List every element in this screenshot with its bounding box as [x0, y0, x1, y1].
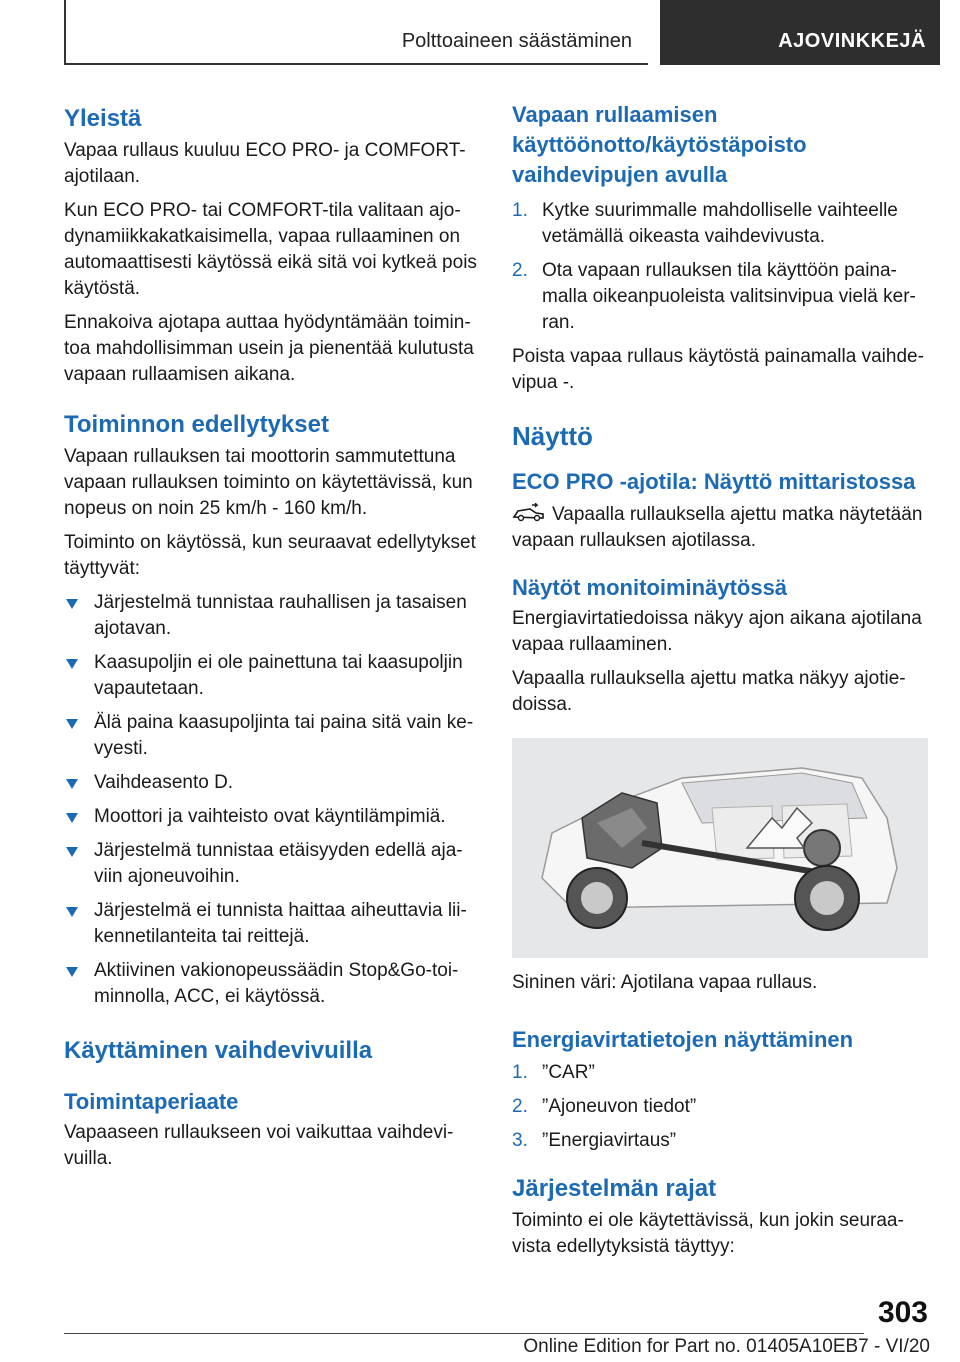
heading-jarjestelman-rajat: Järjestelmän rajat: [512, 1175, 717, 1202]
paragraph: Toiminto ei ole käytettävissä, kun jokin seuraa-vista edellytyksistä täyttyy:: [512, 1210, 904, 1257]
paragraph: Ennakoiva ajotapa auttaa hyödyntämään toimin-toa mahdollisimman usein ja pienentää kulutusta vapaan rullaamisen aikana.: [64, 312, 474, 385]
list-item: Järjestelmä tunnistaa etäisyyden edellä aja-viin ajoneuvoihin.: [64, 838, 480, 890]
list-item: Vaihdeasento D.: [64, 770, 480, 796]
triangle-bullet-icon: [66, 719, 78, 729]
list-item: Aktiivinen vakionopeussäädin Stop&Go-toi-minnolla, ACC, ei käytössä.: [64, 958, 480, 1010]
list-item: Järjestelmä ei tunnista haittaa aiheuttavia lii-kennetilanteita tai reittejä.: [64, 898, 480, 950]
paragraph: Vapaalla rullauksella ajettu matka näytetään vapaan rullauksen ajotilassa.: [512, 504, 923, 551]
list-item: 1. Kytke suurimmalle mahdolliselle vaihteelle vetämällä oikeasta vaihdevivusta.: [512, 200, 898, 247]
energy-steps: [512, 1060, 930, 1154]
heading-kayttaminen: Käyttäminen vaihdevivuilla: [64, 1037, 373, 1064]
list-item: Järjestelmä tunnistaa rauhallisen ja tasaisen ajotavan.: [64, 590, 480, 642]
list-item: 1. ”CAR”: [512, 1060, 930, 1086]
paragraph: Vapaa rullaus kuuluu ECO PRO- ja COMFORT-ajotilaan.: [64, 140, 466, 187]
coasting-car-icon: [512, 503, 546, 523]
right-column: [512, 100, 930, 1260]
triangle-bullet-icon: [66, 907, 78, 917]
heading-monitoiminaytto: Näytöt monitoiminäytössä: [512, 575, 788, 600]
triangle-bullet-icon: [66, 967, 78, 977]
paragraph: Energiavirtatiedoissa näkyy ajon aikana ajotilana vapaa rullaaminen.: [512, 608, 922, 655]
step-number: 2.: [512, 260, 528, 281]
edition-footer: Online Edition for Part no. 01405A10EB7 - VI/20: [523, 1336, 930, 1357]
triangle-bullet-icon: [66, 659, 78, 669]
heading-toiminnon-edellytykset: Toiminnon edellytykset: [64, 411, 329, 438]
triangle-bullet-icon: [66, 813, 78, 823]
triangle-bullet-icon: [66, 847, 78, 857]
paragraph: Vapaalla rullauksella ajettu matka näkyy ajotie-doissa.: [512, 668, 906, 715]
heading-energiavirta: Energiavirtatietojen näyttäminen: [512, 1027, 854, 1052]
step-number: 1.: [512, 200, 528, 221]
triangle-bullet-icon: [66, 779, 78, 789]
activation-steps: [512, 198, 930, 336]
conditions-list: [64, 590, 480, 1010]
left-column: [64, 100, 480, 1172]
paragraph: Kun ECO PRO- tai COMFORT-tila valitaan ajo-dynamiikkakatkaisimella, vapaa rullaaminen on automaattisesti käytössä eikä sitä voi kytkeä pois käytöstä.: [64, 200, 477, 299]
list-item: 2. Ota vapaan rullauksen tila käyttöön paina-malla oikeanpuoleista valitsinvipua vielä ker-ran.: [512, 260, 916, 333]
car-drivetrain-drawing: [512, 738, 928, 958]
page-number: 303: [877, 1296, 928, 1329]
step-number: 1.: [512, 1062, 528, 1083]
paragraph: Toiminto on käytössä, kun seuraavat edellytykset täyttyvät:: [64, 532, 476, 579]
footer-rule: [64, 1333, 864, 1334]
list-item: Moottori ja vaihteisto ovat käyntilämpimiä.: [64, 804, 480, 830]
step-number: 2.: [512, 1096, 528, 1117]
list-item: 3. ”Energiavirtaus”: [512, 1128, 930, 1154]
header-rule-bottom: [64, 63, 648, 65]
paragraph: Vapaaseen rullaukseen voi vaikuttaa vaihdevi-vuilla.: [64, 1122, 454, 1169]
list-item: Älä paina kaasupoljinta tai paina sitä vain ke-vyesti.: [64, 710, 480, 762]
heading-eco-pro: ECO PRO -ajotila: Näyttö mittaristossa: [512, 469, 916, 494]
heading-kayttoonotto: Vapaan rullaamisen käyttöönotto/käytöstäpoisto vaihdevipujen avulla: [512, 102, 807, 187]
section-title: Polttoaineen säästäminen: [401, 30, 632, 52]
triangle-bullet-icon: [66, 599, 78, 609]
subheading-toimintaperiaate: Toimintaperiaate: [64, 1089, 239, 1114]
list-item: 2. ”Ajoneuvon tiedot”: [512, 1094, 930, 1120]
paragraph: Poista vapaa rullaus käytöstä painamalla vaihde-vipua -.: [512, 346, 924, 393]
list-item: Kaasupoljin ei ole painettuna tai kaasupoljin vapautetaan.: [64, 650, 480, 702]
chapter-tab[interactable]: AJOVINKKEJÄ: [660, 0, 940, 65]
image-caption: Sininen väri: Ajotilana vapaa rullaus.: [512, 972, 818, 993]
paragraph: Vapaan rullauksen tai moottorin sammutettuna vapaan rullauksen toiminto on käytettävissä, kun nopeus on noin 25 km/h - 160 km/h.: [64, 446, 473, 519]
step-number: 3.: [512, 1130, 528, 1151]
heading-naytto: Näyttö: [512, 421, 593, 451]
heading-yleista: Yleistä: [64, 105, 142, 132]
drivetrain-illustration: [512, 738, 928, 958]
